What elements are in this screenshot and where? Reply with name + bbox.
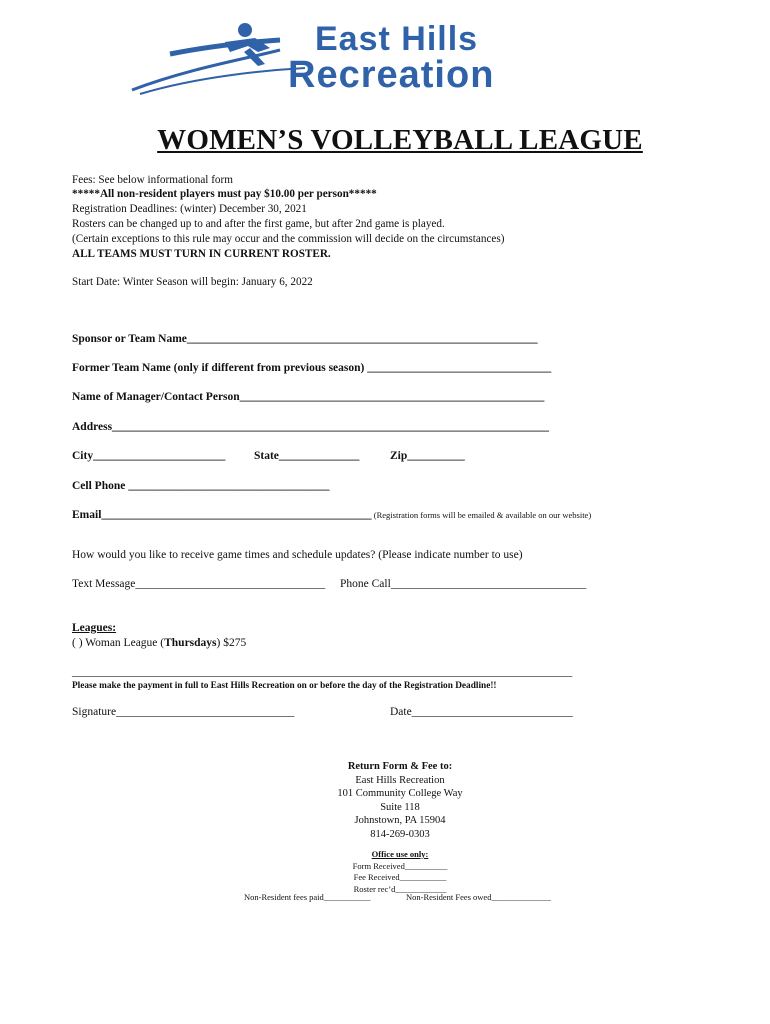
all-teams-line: ALL TEAMS MUST TURN IN CURRENT ROSTER. [72, 248, 331, 260]
address-field[interactable]: Address____________________________________________________________________________ [72, 421, 550, 433]
signature-field[interactable]: Signature_______________________________ [72, 706, 295, 718]
text-message-field[interactable]: Text Message_________________________________ [72, 578, 326, 590]
manager-field[interactable]: Name of Manager/Contact Person_____________________________________________________ [72, 391, 545, 403]
former-team-field[interactable]: Former Team Name (only if different from previous season) ________________________________ [72, 362, 552, 374]
zip-field[interactable]: Zip__________ [390, 450, 465, 462]
fees-line: Fees: See below informational form [72, 174, 233, 186]
phone-call-field[interactable]: Phone Call__________________________________ [340, 578, 587, 590]
league-option[interactable] [72, 637, 246, 649]
nonresident-line: *****All non-resident players must pay $10.00 per person***** [72, 188, 377, 200]
return-street: 101 Community College Way [337, 788, 463, 799]
return-address-block [0, 760, 770, 841]
sponsor-field[interactable]: Sponsor or Team Name_____________________________________________________________ [72, 333, 538, 345]
league-option-suffix: ) $275 [216, 637, 247, 649]
date-field[interactable]: Date____________________________ [390, 706, 573, 718]
nonresident-paid: Non-Resident fees paid___________ [244, 892, 371, 902]
payment-note: Please make the payment in full to East Hills Recreation on or before the day of the Registration Deadline!! [72, 681, 497, 691]
state-field[interactable]: State______________ [254, 450, 360, 462]
rosters-line: Rosters can be changed up to and after the first game, but after 2nd game is played. [72, 218, 445, 230]
return-suite: Suite 118 [380, 801, 420, 813]
return-name: East Hills Recreation [355, 774, 445, 786]
return-phone: 814-269-0303 [370, 828, 430, 840]
updates-question: How would you like to receive game times and schedule updates? (Please indicate number to use) [72, 549, 523, 561]
roster-received: Roster rec’d____________ [353, 883, 447, 894]
cell-phone-field[interactable]: Cell Phone ___________________________________ [72, 480, 330, 492]
exceptions-line: (Certain exceptions to this rule may occur and the commission will decide on the circumstances) [72, 233, 505, 245]
east-hills-logo [130, 18, 610, 98]
office-use-block [0, 849, 770, 895]
form-received: Form Received__________ [352, 860, 448, 871]
nonresident-owed: Non-Resident Fees owed______________ [406, 892, 551, 902]
email-label: Email_______________________________________________ [72, 509, 372, 521]
office-heading: Office use only: [371, 849, 429, 859]
league-option-day: Thursdays [164, 637, 217, 649]
start-date-line: Start Date: Winter Season will begin: January 6, 2022 [72, 276, 313, 288]
email-field[interactable] [72, 509, 591, 521]
league-option-prefix: ( ) Woman League ( [72, 637, 165, 649]
leagues-heading: Leagues: [72, 622, 117, 634]
page-title: WOMEN’S VOLLEYBALL LEAGUE [157, 124, 643, 156]
deadline-line: Registration Deadlines: (winter) December 30, 2021 [72, 203, 307, 215]
fee-received: Fee Received___________ [353, 872, 447, 882]
return-city: Johnstown, PA 15904 [354, 815, 446, 826]
email-note: (Registration forms will be emailed & available on our website) [371, 510, 592, 520]
logo-text-line1: East Hills [315, 20, 479, 58]
separator-line: _______________________________________________________________________________________ [72, 666, 573, 678]
logo-text-line2: Recreation [288, 54, 495, 96]
city-field[interactable]: City_______________________ [72, 450, 226, 462]
return-heading: Return Form & Fee to: [347, 761, 453, 772]
